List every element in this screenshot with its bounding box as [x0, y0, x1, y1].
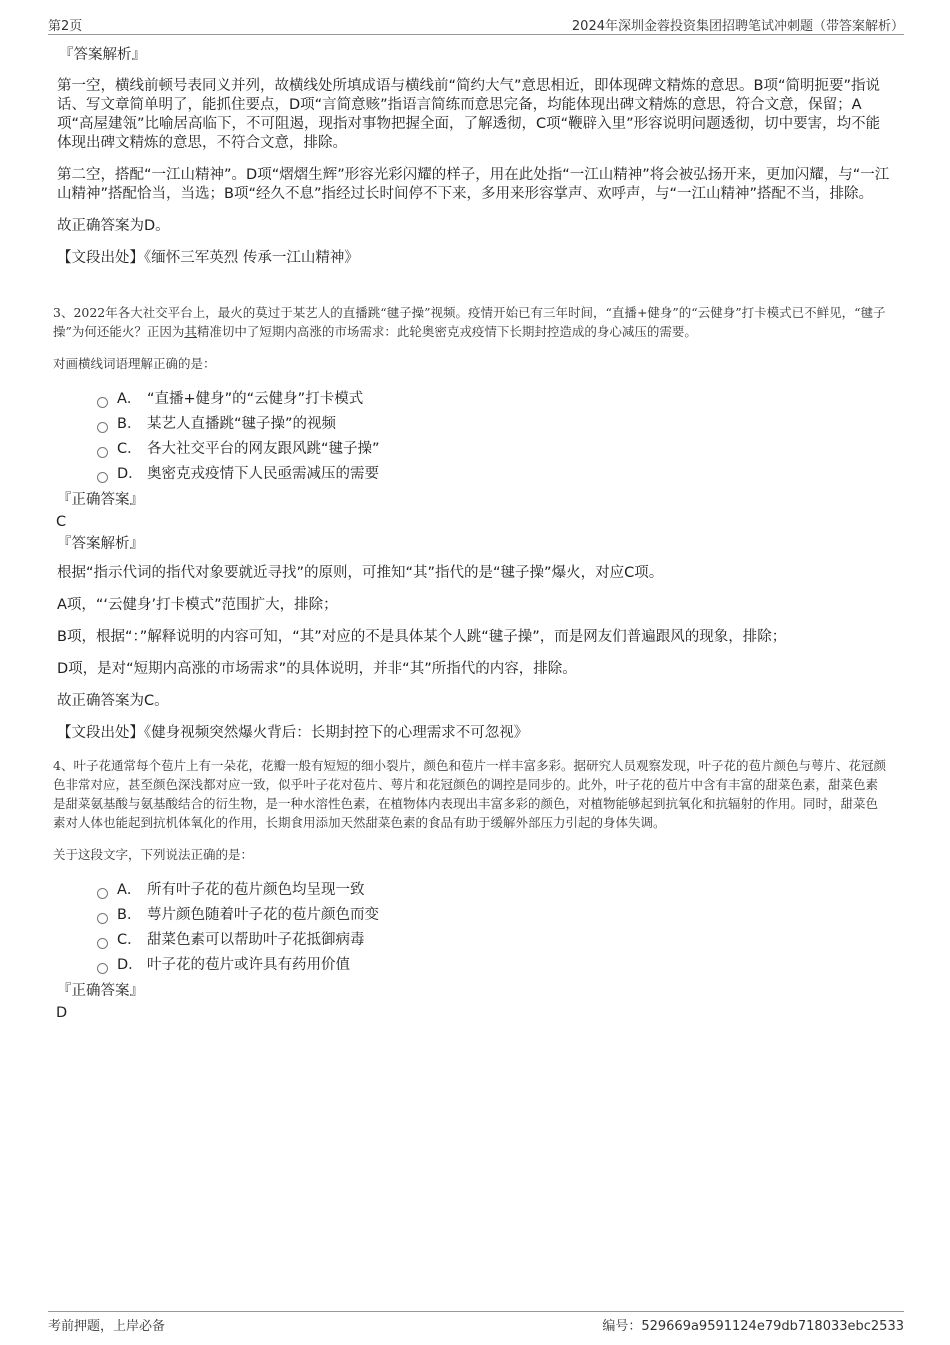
answer-conclusion: 故正确答案为D。	[57, 218, 170, 234]
analysis-paragraph: 第二空，搭配“一江山精神”。D项“熠熠生辉”形容光彩闪耀的样子，用在此处指“一江山精神”将会被弘扬开来，更加闪耀，与“一江山精神”搭配恰当，当选；B项“经久不息”指经过长时间停不下来，多用来形容掌声、欢呼声，与“一江山精神”搭配不当，排除。	[57, 167, 890, 202]
option-b[interactable]: B． 萼片颜色随着叶子花的苞片颜色而变	[97, 903, 890, 928]
document-title: 2024年深圳金蓉投资集团招聘笔试冲刺题（带答案解析）	[571, 19, 904, 34]
option-d[interactable]: D． 奥密克戎疫情下人民亟需减压的需要	[97, 462, 890, 487]
page-header	[48, 14, 904, 35]
footer-slogan: 考前押题，上岸必备	[48, 1319, 166, 1334]
analysis-paragraph: A项，“‘云健身’打卡模式”范围扩大，排除；	[57, 597, 338, 613]
question-3-text: 3、2022年各大社交平台上，最火的莫过于某艺人的直播跳“毽子操”视频。疫情开始已有三年时间，“直播+健身”的“云健身”打卡模式已不鲜见，“毽子操”为何还能火？正因为其精准切中了短期内高涨的市场需求：此轮奥密克戎疫情下长期封控造成的身心减压的需要。	[53, 305, 886, 339]
radio-icon[interactable]	[97, 888, 108, 899]
analysis-paragraph: B项，根据“：”解释说明的内容可知，“其”对应的不是具体某个人跳“毽子操”，而是网友们普遍跟风的现象，排除；	[57, 629, 787, 645]
radio-icon[interactable]	[97, 397, 108, 408]
analysis-label: 『答案解析』	[57, 536, 144, 552]
correct-answer-label: 『正确答案』	[57, 492, 144, 508]
option-a[interactable]: A． “直播+健身”的“云健身”打卡模式	[97, 387, 890, 412]
page-footer	[48, 1311, 904, 1334]
page-number: 第2页	[48, 19, 83, 34]
question-4-text: 4、叶子花通常每个苞片上有一朵花，花瓣一般有短短的细小裂片，颜色和苞片一样丰富多彩。据研究人员观察发现，叶子花的苞片颜色与萼片、花冠颜色非常对应，甚至颜色深浅都对应一致，似乎叶子花对苞片、萼片和花冠颜色的调控是同步的。此外，叶子花的苞片中含有丰富的甜菜色素，甜菜色素是甜菜氨基酸与氨基酸结合的衍生物，是一种水溶性色素，在植物体内表现出丰富多彩的颜色，对植物能够起到抗氧化和抗辐射的作用。同时，甜菜色素对人体也能起到抗机体氧化的作用，长期食用添加天然甜菜色素的食品有助于缓解外部压力引起的身体失调。	[53, 758, 886, 830]
radio-icon[interactable]	[97, 472, 108, 483]
option-c[interactable]: C． 各大社交平台的网友跟风跳“毽子操”	[97, 437, 890, 462]
radio-icon[interactable]	[97, 963, 108, 974]
document-code: 编号：529669a9591124e79db718033ebc2533	[602, 1319, 904, 1334]
analysis-paragraph: 第一空，横线前顿号表同义并列，故横线处所填成语与横线前“简约大气”意思相近，即体现碑文精炼的意思。B项“简明扼要”指说话、写文章简单明了，能抓住要点，D项“言简意赅”指语言简练而意思完备，均能体现出碑文精炼的意思，符合文意，保留；A项“高屋建瓴”比喻居高临下，不可阻遏，现指对事物把握全面，了解透彻，C项“鞭辟入里”形容说明问题透彻，切中要害，均不能体现出碑文精炼的意思，不符合文意，排除。	[57, 78, 881, 151]
option-c[interactable]: C． 甜菜色素可以帮助叶子花抵御病毒	[97, 928, 890, 953]
correct-answer-label: 『正确答案』	[57, 983, 144, 999]
radio-icon[interactable]	[97, 447, 108, 458]
correct-answer: C	[56, 514, 67, 530]
question-4-prompt: 关于这段文字，下列说法正确的是：	[53, 847, 254, 862]
radio-icon[interactable]	[97, 913, 108, 924]
radio-icon[interactable]	[97, 422, 108, 433]
question-3-prompt: 对画横线词语理解正确的是：	[53, 356, 216, 371]
analysis-label: 『答案解析』	[59, 47, 146, 63]
option-d[interactable]: D． 叶子花的苞片或许具有药用价值	[97, 953, 890, 978]
question-4-options	[97, 878, 890, 978]
analysis-paragraph: D项，是对“短期内高涨的市场需求”的具体说明，并非“其”所指代的内容，排除。	[57, 661, 577, 677]
text-source: 【文段出处】《缅怀三军英烈 传承一江山精神》	[57, 250, 359, 266]
correct-answer: D	[56, 1005, 68, 1021]
question-3-options	[97, 387, 890, 487]
radio-icon[interactable]	[97, 938, 108, 949]
option-b[interactable]: B． 某艺人直播跳“毽子操”的视频	[97, 412, 890, 437]
option-a[interactable]: A． 所有叶子花的苞片颜色均呈现一致	[97, 878, 890, 903]
page-content	[53, 46, 890, 1026]
analysis-paragraph: 根据“指示代词的指代对象要就近寻找”的原则，可推知“其”指代的是“毽子操”爆火，对应C项。	[57, 565, 664, 581]
text-source: 【文段出处】《健身视频突然爆火背后：长期封控下的心理需求不可忽视》	[57, 725, 529, 741]
underlined-word: 其	[184, 324, 197, 339]
answer-conclusion: 故正确答案为C。	[57, 693, 169, 709]
